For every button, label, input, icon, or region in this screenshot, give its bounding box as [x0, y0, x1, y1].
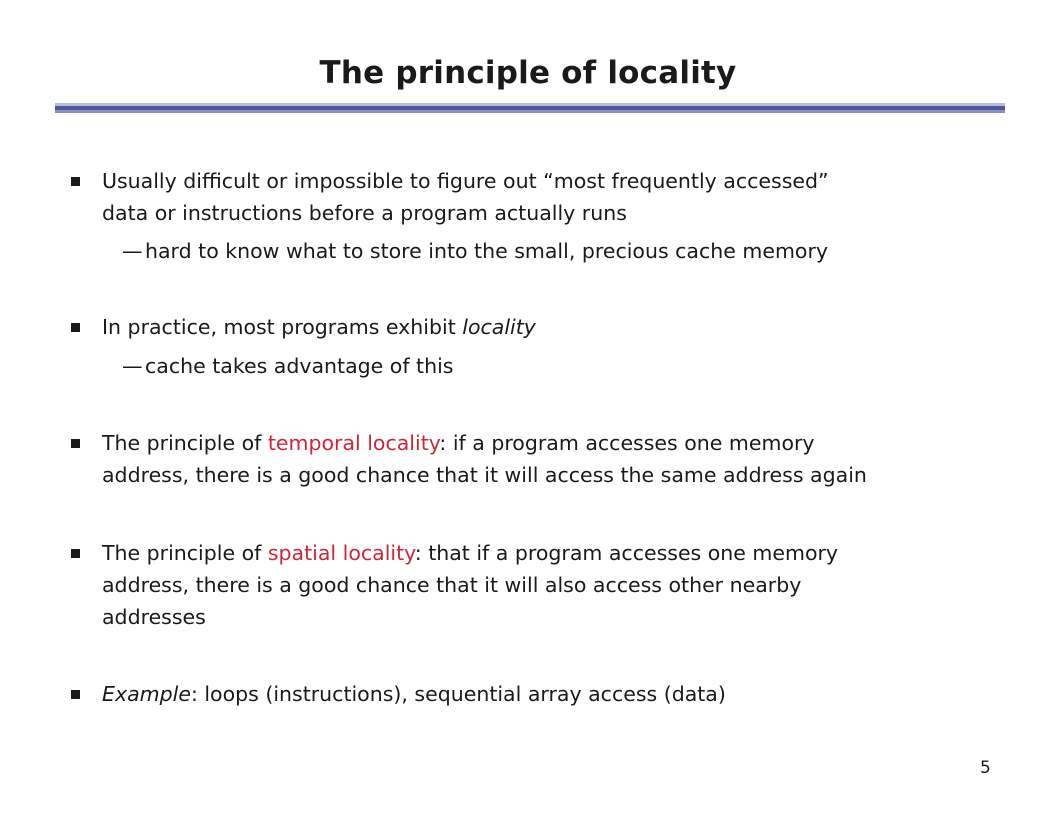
bullet-2-line-1 [102, 313, 536, 341]
example-label: Example [102, 682, 191, 706]
bullet-3-suffix: : if a program accesses one memory [439, 431, 815, 455]
sub-bullet-dash: — [122, 354, 143, 378]
sub-bullet-dash: — [122, 239, 143, 263]
bullet-5-text: : loops (instructions), sequential array access (data) [190, 682, 726, 706]
bullet-4-line-3: addresses [102, 605, 206, 629]
bullet-marker [71, 323, 80, 332]
bullet-2-text: In practice, most programs exhibit [102, 315, 463, 339]
bullet-marker [71, 549, 80, 558]
page-number: 5 [980, 758, 991, 778]
bullet-1-line-1: Usually difficult or impossible to figure out “most frequently accessed” [102, 169, 829, 193]
temporal-locality-term: temporal locality [267, 431, 440, 455]
bullet-marker [71, 439, 80, 448]
bullet-3-line-2: address, there is a good chance that it will access the same address again [102, 463, 867, 487]
bullet-4-prefix: The principle of [102, 541, 268, 565]
bullet-4-line-2: address, there is a good chance that it will also access other nearby [102, 573, 802, 597]
bullet-5-line-1 [102, 680, 726, 708]
bullet-1-sub: hard to know what to store into the small, precious cache memory [145, 239, 829, 263]
bullet-2-sub: cache takes advantage of this [145, 354, 454, 378]
slide-title: The principle of locality [319, 55, 737, 91]
bullet-3-line-1 [102, 429, 815, 457]
bullet-3-prefix: The principle of [102, 431, 268, 455]
bullet-marker [71, 177, 80, 186]
bullet-marker [71, 690, 80, 699]
bullet-4-suffix: : that if a program accesses one memory [414, 541, 839, 565]
bullet-1-line-2: data or instructions before a program actually runs [102, 201, 627, 225]
spatial-locality-term: spatial locality [267, 541, 415, 565]
bullet-4-line-1 [102, 539, 838, 567]
bullet-2-italic-term: locality [462, 315, 536, 339]
